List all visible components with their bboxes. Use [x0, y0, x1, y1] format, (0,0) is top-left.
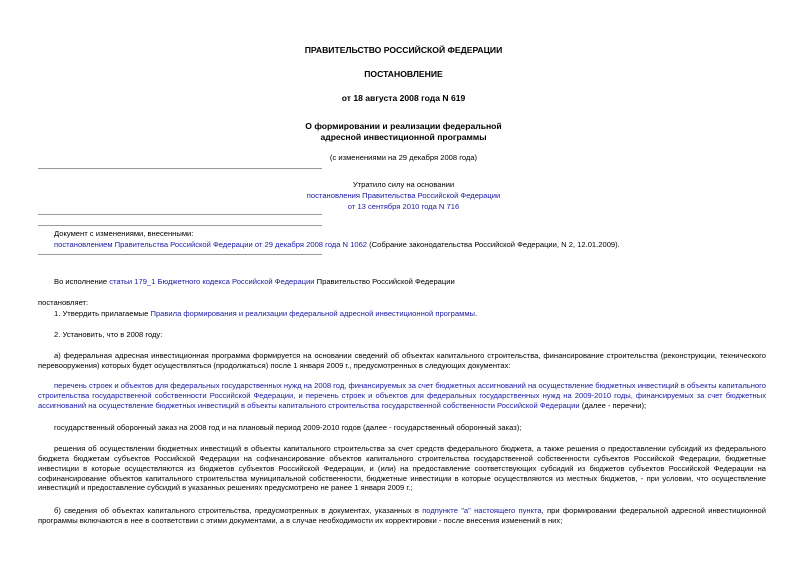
amend-note: (с изменениями на 29 декабря 2008 года)	[329, 153, 478, 162]
list-post: (далее - перечни);	[579, 400, 647, 410]
divider	[38, 214, 322, 215]
subparagraph-link[interactable]: подпункте "а" настоящего пункта	[422, 506, 542, 515]
order-paragraph: государственный оборонный заказ на 2008 год и на плановый период 2009-2010 годов (далее - государственный оборонный заказ);	[54, 423, 522, 432]
list-paragraph	[38, 381, 766, 411]
intro-link[interactable]: статьи 179_1 Бюджетного кодекса Российской Федерации	[109, 277, 315, 286]
doc-title-line2: адресной инвестиционной программы	[320, 132, 487, 142]
repeal-link-date[interactable]: от 13 сентября 2010 года N 716	[347, 202, 460, 211]
intro-post: Правительство Российской Федерации	[314, 277, 455, 286]
repeal-line1: Утратило силу на основании	[352, 180, 455, 189]
divider	[38, 225, 322, 226]
repeal-link[interactable]: постановления Правительства Российской Федерации	[306, 191, 501, 200]
doc-date: от 18 августа 2008 года N 619	[341, 93, 466, 103]
p1-post: .	[475, 309, 478, 318]
changes-link[interactable]: постановлением Правительства Российской Федерации от 29 декабря 2008 года N 1062	[54, 240, 368, 249]
doc-title-line1: О формировании и реализации федеральной	[305, 121, 502, 131]
list-link[interactable]: перечень строек и объектов для федеральных государственных нужд на 2008 год, финансируемых за счет бюджетных ассигнований на осуществление бюджетных инвестиций в объекты капитального строительства государственной собственности Российской Федерации, и перечень строек и объектов для федеральных государственных нужд на 2009-2010 годы, финансируемых за счет бюджетных ассигнований на осуществление бюджетных инвестиций в объекты капитального строительства государственной собственности Российской Федерации	[38, 381, 766, 410]
pb-pre: б) сведения об объектах капитального строительства, предусмотренных в документах, указанных в	[54, 506, 423, 515]
decisions-paragraph: решения об осуществлении бюджетных инвестиций в объекты капитального строительства за счет средств федерального бюджета, а также решения о предоставлении субсидий из федерального бюджета бюджетам субъектов Российской Федерации на софинансирование объектов капитального строительства государственной собственности субъектов Российской Федерации, бюджетные инвестиции в которые осуществляются из бюджетов субъектов Российской Федерации, и (или) на предоставление соответствующих субсидий из бюджетов субъектов Российской Федерации на софинансирование объектов капитального строительства муниципальной собственности, бюджетные инвестиции в которые осуществляются из местных бюджетов, - при условии, что осуществление инвестиций и предоставление субсидий в указанных решениях предусмотрено не ранее 1 января 2009 г.;	[38, 444, 766, 493]
intro-paragraph	[54, 277, 455, 287]
paragraph-b	[38, 506, 766, 526]
rules-link[interactable]: Правила формирования и реализации федеральной адресной инвестиционной программы	[150, 309, 476, 318]
intro-pre: Во исполнение	[54, 277, 110, 286]
resolves-label: постановляет:	[38, 298, 89, 307]
changes-line	[54, 240, 620, 250]
paragraph-2: 2. Установить, что в 2008 году:	[54, 330, 163, 339]
changes-label: Документ с изменениями, внесенными:	[54, 229, 194, 238]
changes-rest: (Собрание законодательства Российской Федерации, N 2, 12.01.2009).	[367, 240, 620, 249]
divider	[38, 254, 322, 255]
org-name: ПРАВИТЕЛЬСТВО РОССИЙСКОЙ ФЕДЕРАЦИИ	[304, 45, 503, 55]
pb-post: , при формировании федеральной адресной инвестиционной программы включаются в нее в соответствии с этими документами, а в случае необходимости их корректировки - после внесения изменений в них;	[38, 506, 766, 525]
paragraph-a: а) федеральная адресная инвестиционная программа формируется на основании сведений об объектах капитального строительства, финансирование строительства (реконструкции, технического перевооружения) которых будет осуществляться (продолжаться) после 1 января 2009 г., предусмотренных в следующих документах:	[38, 351, 766, 370]
divider	[38, 168, 322, 169]
doc-type: ПОСТАНОВЛЕНИЕ	[364, 69, 443, 79]
paragraph-1	[54, 309, 477, 319]
p1-pre: 1. Утвердить прилагаемые	[54, 309, 151, 318]
